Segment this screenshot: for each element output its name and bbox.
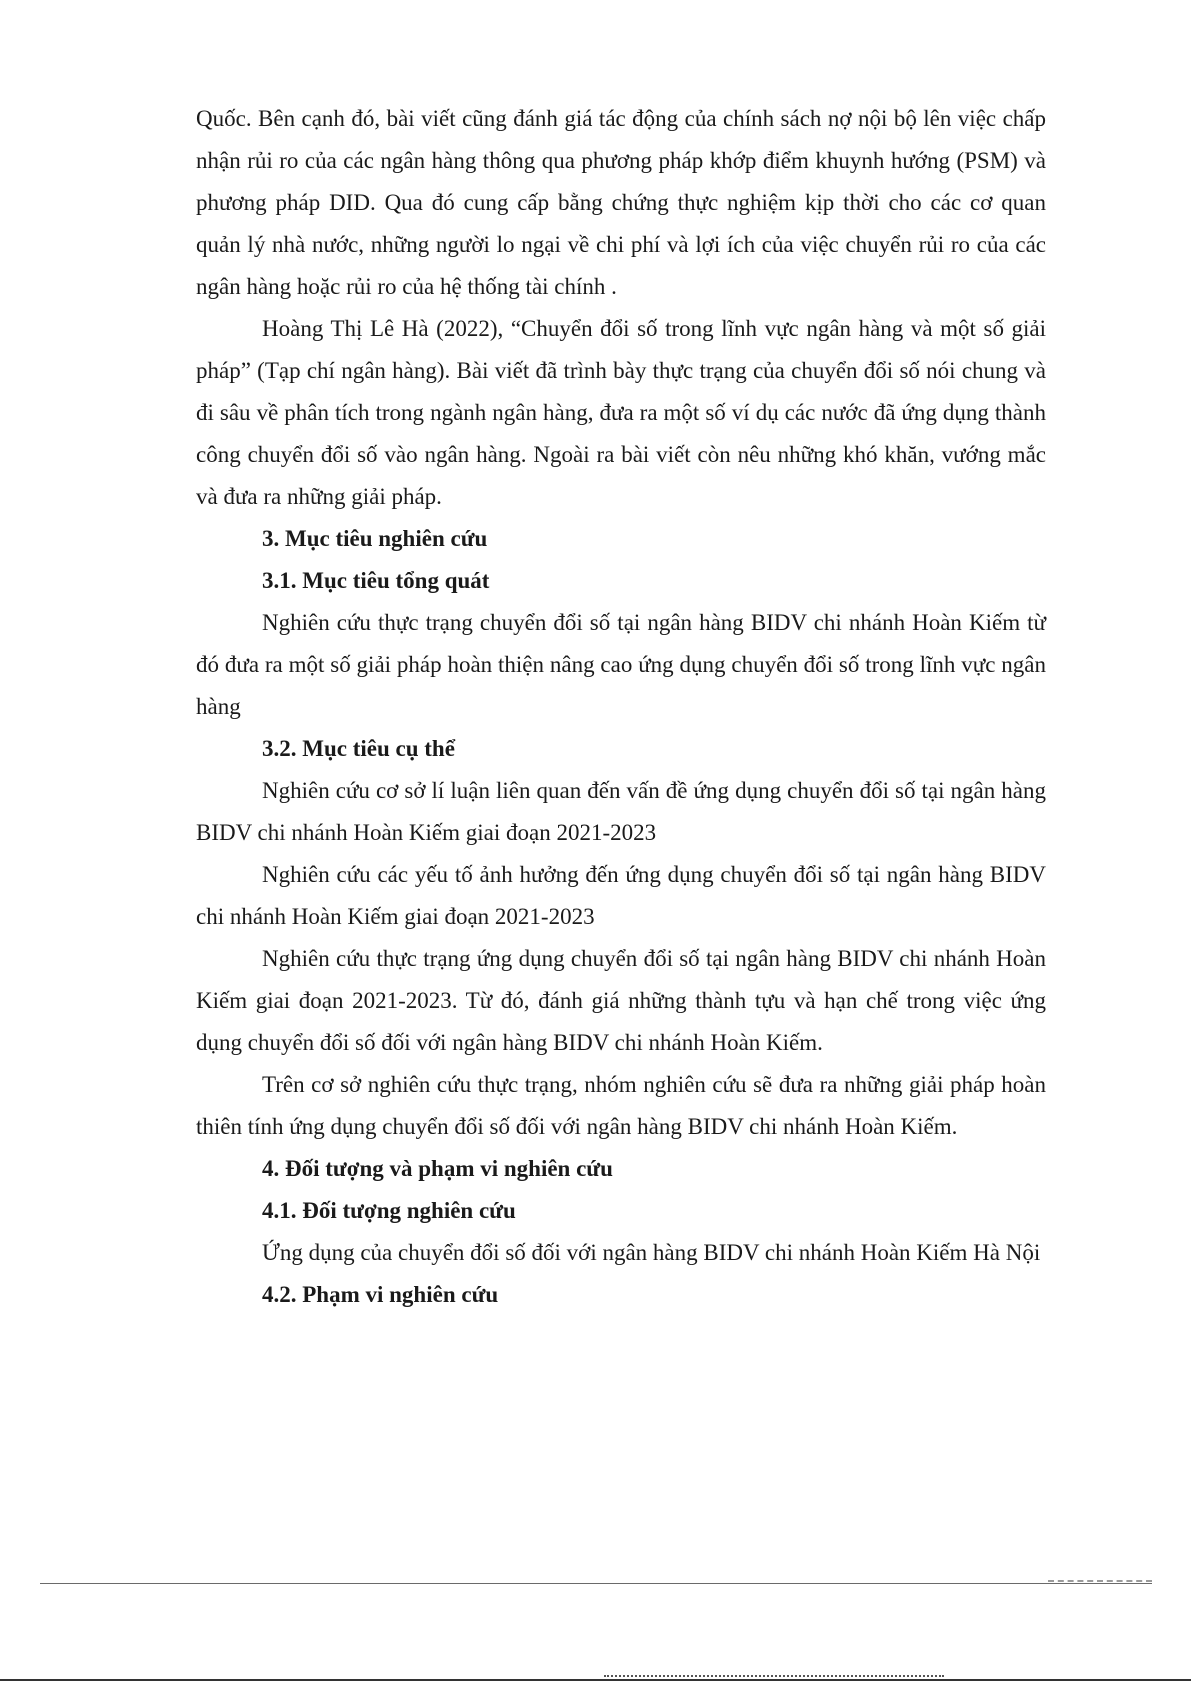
subsection-heading-4-2: 4.2. Phạm vi nghiên cứu (262, 1282, 499, 1307)
subsection-heading-3-1: 3.1. Mục tiêu tổng quát (262, 568, 490, 593)
subsection-heading-4-1: 4.1. Đối tượng nghiên cứu (262, 1198, 516, 1223)
subsection-heading-3-2: 3.2. Mục tiêu cụ thể (262, 736, 455, 761)
section-heading-3: 3. Mục tiêu nghiên cứu (262, 526, 488, 551)
paragraph-literature-review: Hoàng Thị Lê Hà (2022), “Chuyển đổi số trong lĩnh vực ngân hàng và một số giải pháp” (Tạp chí ngân hàng). Bài viết đã trình bày thực trạng của chuyển đổi số nói chung và đi sâu về phân tích trong ngành ngân hàng, đưa ra một số ví dụ các nước đã ứng dụng thành công chuyển đổi số vào ngân hàng. Ngoài ra bài viết còn nêu những khó khăn, vướng mắc và đưa ra những giải pháp. (196, 316, 1046, 509)
scan-edge-fragment (604, 1675, 944, 1677)
section-heading-4: 4. Đối tượng và phạm vi nghiên cứu (262, 1156, 613, 1181)
paragraph-objective-4: Trên cơ sở nghiên cứu thực trạng, nhóm nghiên cứu sẽ đưa ra những giải pháp hoàn thiên tính ứng dụng chuyển đổi số đối với ngân hàng BIDV chi nhánh Hoàn Kiếm. (196, 1072, 1046, 1139)
footer-dash-marks (1048, 1580, 1152, 1582)
page-bottom-edge (0, 1679, 1191, 1681)
footer-rule (40, 1583, 1152, 1584)
paragraph-objective-1: Nghiên cứu cơ sở lí luận liên quan đến vấn đề ứng dụng chuyển đổi số tại ngân hàng BIDV chi nhánh Hoàn Kiếm giai đoạn 2021-2023 (196, 778, 1046, 845)
page-body (196, 98, 1046, 1316)
paragraph-objective-3: Nghiên cứu thực trạng ứng dụng chuyển đổi số tại ngân hàng BIDV chi nhánh Hoàn Kiếm giai đoạn 2021-2023. Từ đó, đánh giá những thành tựu và hạn chế trong việc ứng dụng chuyển đổi số đối với ngân hàng BIDV chi nhánh Hoàn Kiếm. (196, 946, 1046, 1055)
paragraph-continuation: Quốc. Bên cạnh đó, bài viết cũng đánh giá tác động của chính sách nợ nội bộ lên việc chấp nhận rủi ro của các ngân hàng thông qua phương pháp khớp điểm khuynh hướng (PSM) và phương pháp DID. Qua đó cung cấp bằng chứng thực nghiệm kịp thời cho các cơ quan quản lý nhà nước, những người lo ngại về chi phí và lợi ích của việc chuyển rủi ro của các ngân hàng hoặc rủi ro của hệ thống tài chính . (196, 106, 1046, 299)
paragraph-research-subject: Ứng dụng của chuyển đổi số đối với ngân hàng BIDV chi nhánh Hoàn Kiếm Hà Nội (262, 1240, 1041, 1265)
paragraph-general-objective: Nghiên cứu thực trạng chuyển đổi số tại ngân hàng BIDV chi nhánh Hoàn Kiếm từ đó đưa ra một số giải pháp hoàn thiện nâng cao ứng dụng chuyển đổi số trong lĩnh vực ngân hàng (196, 610, 1046, 719)
paragraph-objective-2: Nghiên cứu các yếu tố ảnh hưởng đến ứng dụng chuyển đổi số tại ngân hàng BIDV chi nhánh Hoàn Kiếm giai đoạn 2021-2023 (196, 862, 1046, 929)
